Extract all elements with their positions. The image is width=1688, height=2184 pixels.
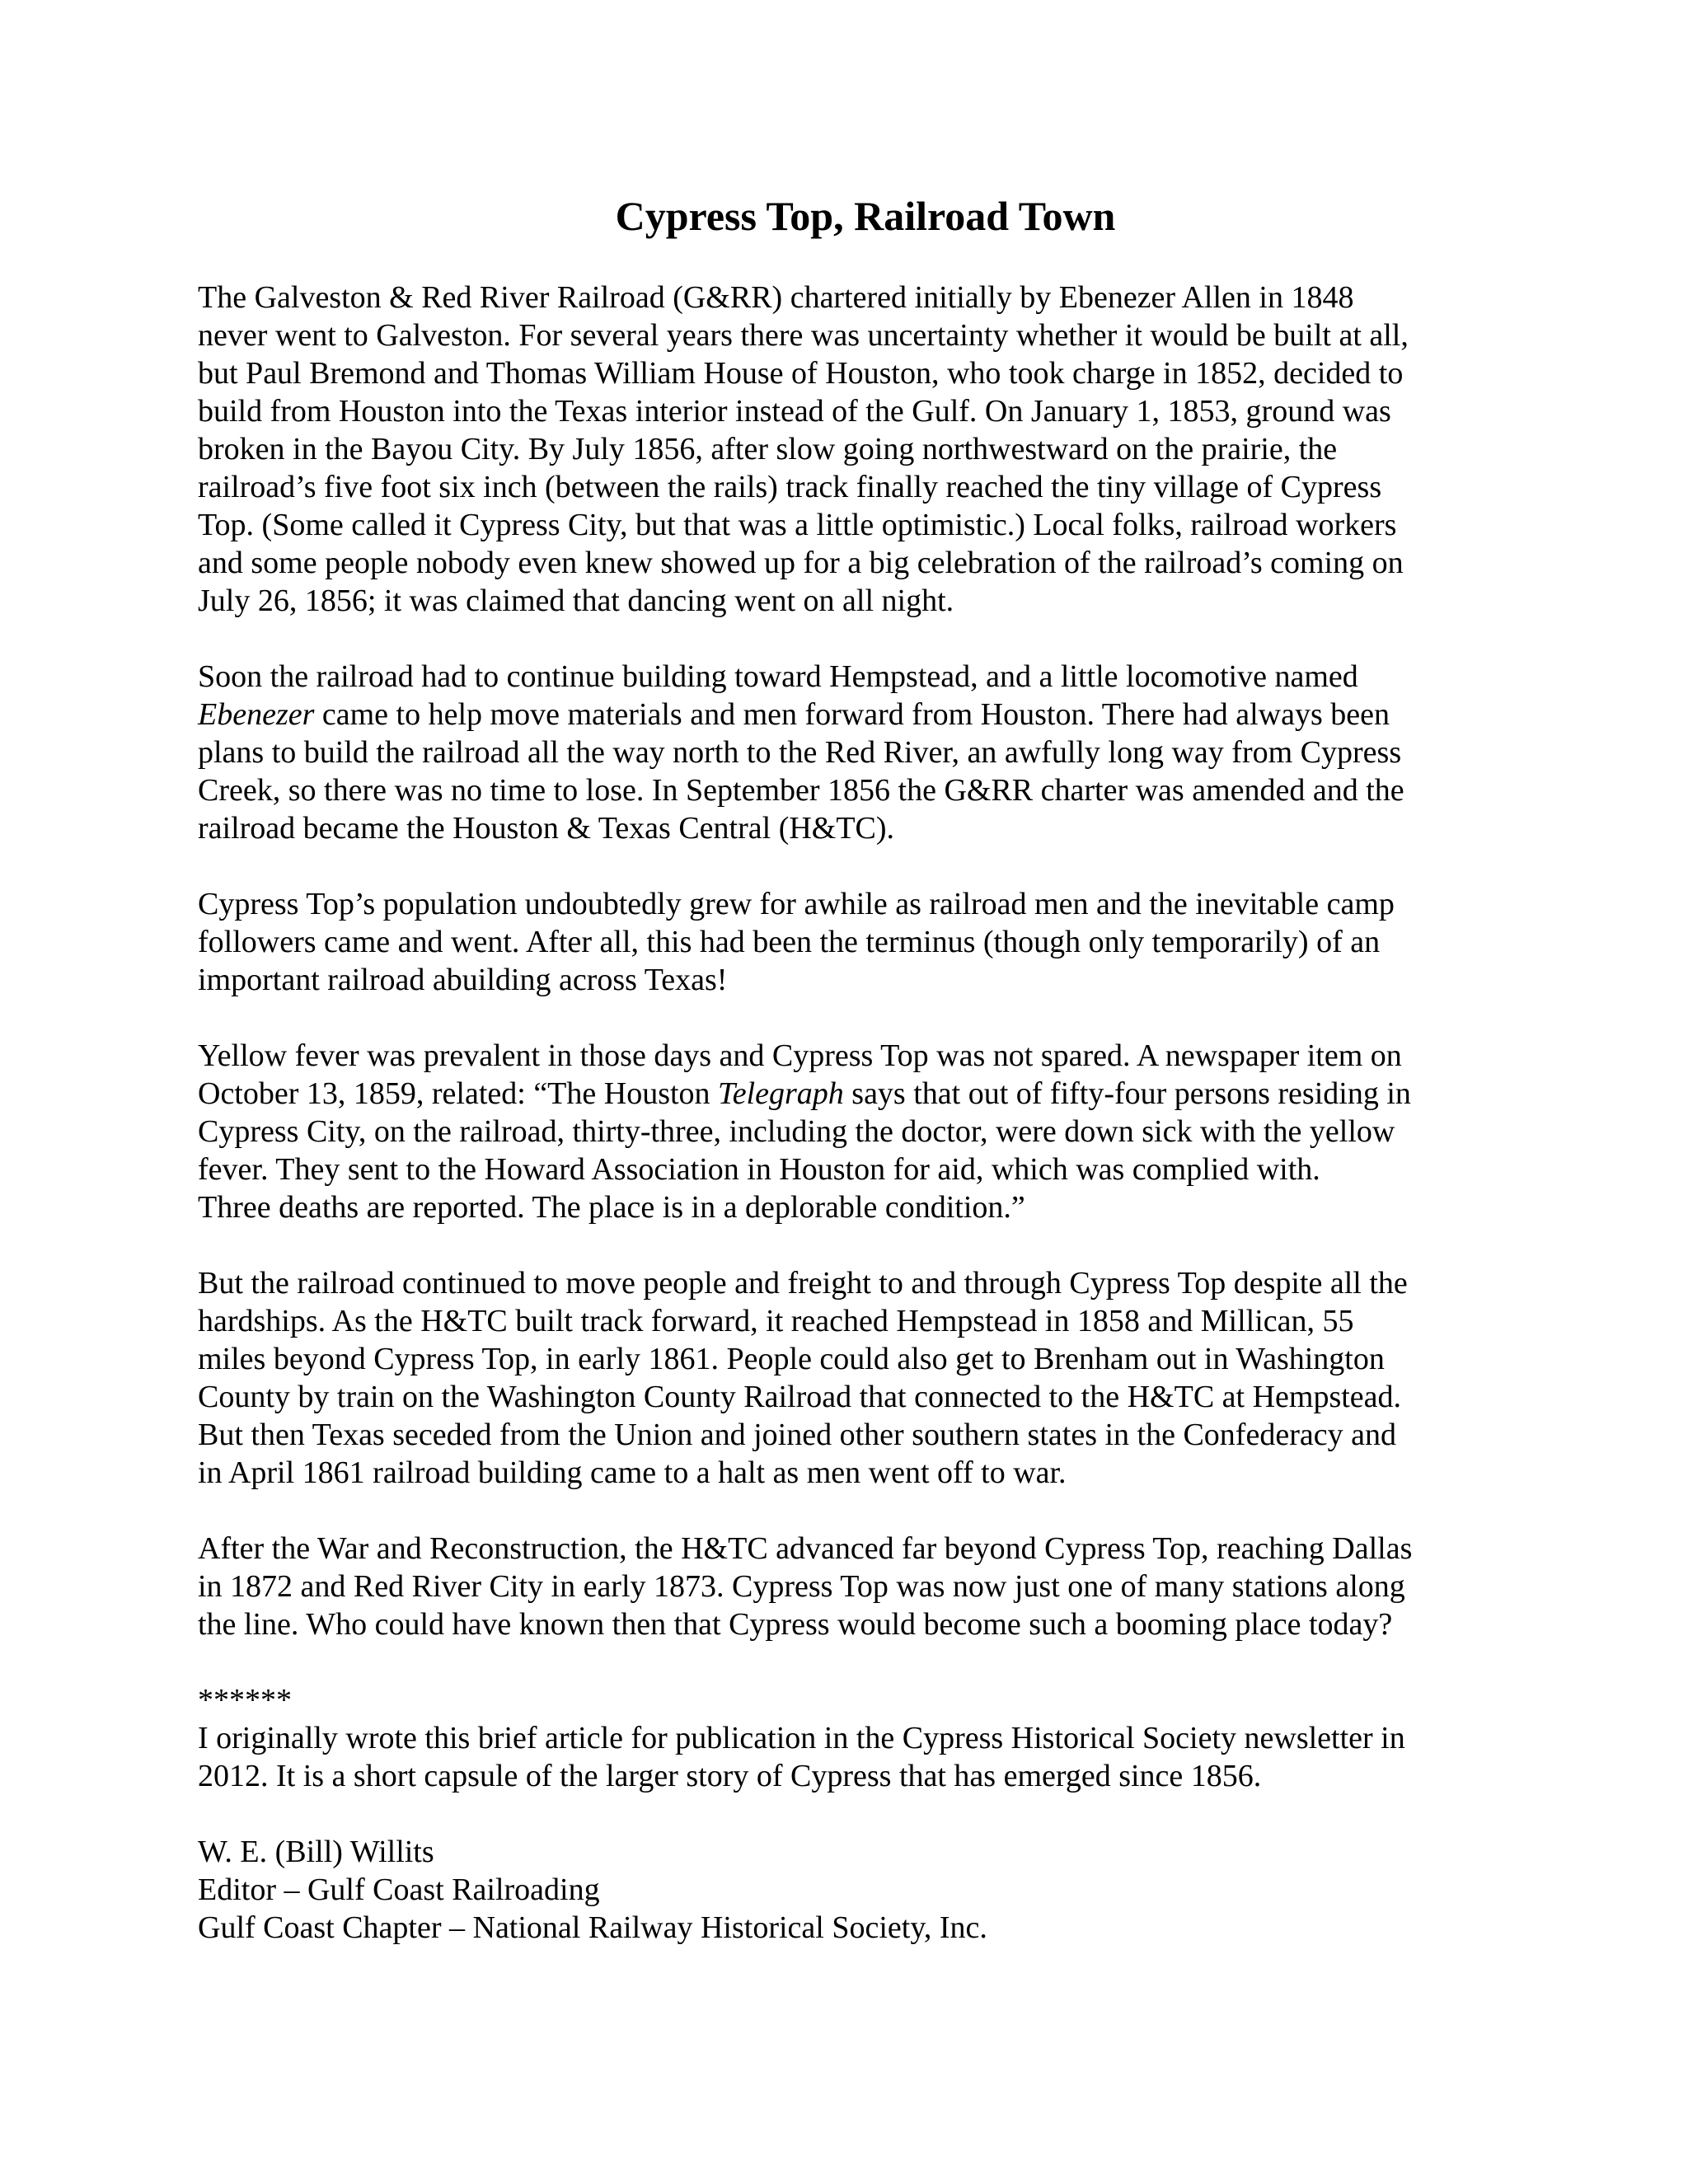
paragraph-line: broken in the Bayou City. By July 1856, after slow going northwestward on the prairie, the <box>198 432 1338 466</box>
paragraph-line: But the railroad continued to move people and freight to and through Cypress Top despite all the <box>198 1266 1408 1301</box>
paragraph-line: Cypress City, on the railroad, thirty-three, including the doctor, were down sick with the yellow <box>198 1114 1395 1149</box>
paragraph-line: railroad’s five foot six inch (between the rails) track finally reached the tiny village of Cypress <box>198 470 1382 504</box>
paragraph-line: and some people nobody even knew showed up for a big celebration of the railroad’s coming on <box>198 546 1404 580</box>
paragraph-line: But then Texas seceded from the Union and joined other southern states in the Confederacy and <box>198 1418 1396 1452</box>
author-name: W. E. (Bill) Willits <box>198 1835 434 1869</box>
paragraph-line <box>198 1075 1517 1113</box>
paragraph-line: Creek, so there was no time to lose. In September 1856 the G&RR charter was amended and the <box>198 773 1404 808</box>
author-organization: Gulf Coast Chapter – National Railway Historical Society, Inc. <box>198 1910 987 1945</box>
paragraph-line: but Paul Bremond and Thomas William House of Houston, who took charge in 1852, decided to <box>198 356 1404 391</box>
section-separator: ****** <box>198 1683 292 1718</box>
paragraph-line: important railroad abuilding across Texas! <box>198 963 728 997</box>
paragraph-line: the line. Who could have known then that Cypress would become such a booming place today? <box>198 1607 1393 1642</box>
paragraph-line <box>198 696 1517 733</box>
paragraph-line: fever. They sent to the Howard Association in Houston for aid, which was complied with. <box>198 1152 1320 1187</box>
paragraph-5 <box>198 1264 1517 1492</box>
paragraph-line: The Galveston & Red River Railroad (G&RR) chartered initially by Ebenezer Allen in 1848 <box>198 280 1354 315</box>
author-note <box>198 1719 1517 1795</box>
paragraph-4 <box>198 1037 1517 1226</box>
newspaper-name: Telegraph <box>718 1076 844 1111</box>
paragraph-2 <box>198 658 1517 847</box>
paragraph-line: County by train on the Washington County Railroad that connected to the H&TC at Hempstead. <box>198 1380 1402 1414</box>
paragraph-line: Top. (Some called it Cypress City, but that was a little optimistic.) Local folks, railroad workers <box>198 508 1397 542</box>
document-page <box>198 191 1517 1947</box>
paragraph-line: Cypress Top’s population undoubtedly grew for awhile as railroad men and the inevitable camp <box>198 887 1395 921</box>
locomotive-name: Ebenezer <box>198 697 315 732</box>
note-line: 2012. It is a short capsule of the larger story of Cypress that has emerged since 1856. <box>198 1759 1262 1793</box>
paragraph-line: never went to Galveston. For several years there was uncertainty whether it would be built at all, <box>198 318 1409 353</box>
paragraph-line: build from Houston into the Texas interior instead of the Gulf. On January 1, 1853, ground was <box>198 394 1391 429</box>
author-title: Editor – Gulf Coast Railroading <box>198 1872 600 1907</box>
page-title: Cypress Top, Railroad Town <box>615 193 1116 239</box>
paragraph-6 <box>198 1530 1517 1643</box>
paragraph-line: miles beyond Cypress Top, in early 1861. People could also get to Brenham out in Washington <box>198 1342 1385 1376</box>
paragraph-line-start: October 13, 1859, related: “The Houston <box>198 1076 719 1111</box>
paragraph-line: Soon the railroad had to continue building toward Hempstead, and a little locomotive named <box>198 659 1358 694</box>
paragraph-line: Yellow fever was prevalent in those days and Cypress Top was not spared. A newspaper item on <box>198 1038 1402 1073</box>
paragraph-line: plans to build the railroad all the way north to the Red River, an awfully long way from Cypress <box>198 735 1402 770</box>
paragraph-line: followers came and went. After all, this had been the terminus (though only temporarily) of an <box>198 925 1381 959</box>
signature-block <box>198 1833 1517 1947</box>
paragraph-line-rest: came to help move materials and men forward from Houston. There had always been <box>314 697 1390 732</box>
paragraph-line: Three deaths are reported. The place is in a deplorable condition.” <box>198 1190 1025 1225</box>
paragraph-line: railroad became the Houston & Texas Central (H&TC). <box>198 811 895 846</box>
paragraph-1 <box>198 279 1517 620</box>
paragraph-line: hardships. As the H&TC built track forward, it reached Hempstead in 1858 and Millican, 55 <box>198 1304 1354 1338</box>
paragraph-line: After the War and Reconstruction, the H&TC advanced far beyond Cypress Top, reaching Dallas <box>198 1531 1413 1566</box>
paragraph-line-rest: says that out of fifty-four persons residing in <box>843 1076 1411 1111</box>
paragraph-3 <box>198 885 1517 999</box>
paragraph-line: in 1872 and Red River City in early 1873. Cypress Top was now just one of many stations along <box>198 1569 1405 1604</box>
paragraph-line: in April 1861 railroad building came to a halt as men went off to war. <box>198 1455 1067 1490</box>
note-line: I originally wrote this brief article for publication in the Cypress Historical Society newsletter in <box>198 1721 1405 1755</box>
paragraph-line: July 26, 1856; it was claimed that dancing went on all night. <box>198 583 954 618</box>
